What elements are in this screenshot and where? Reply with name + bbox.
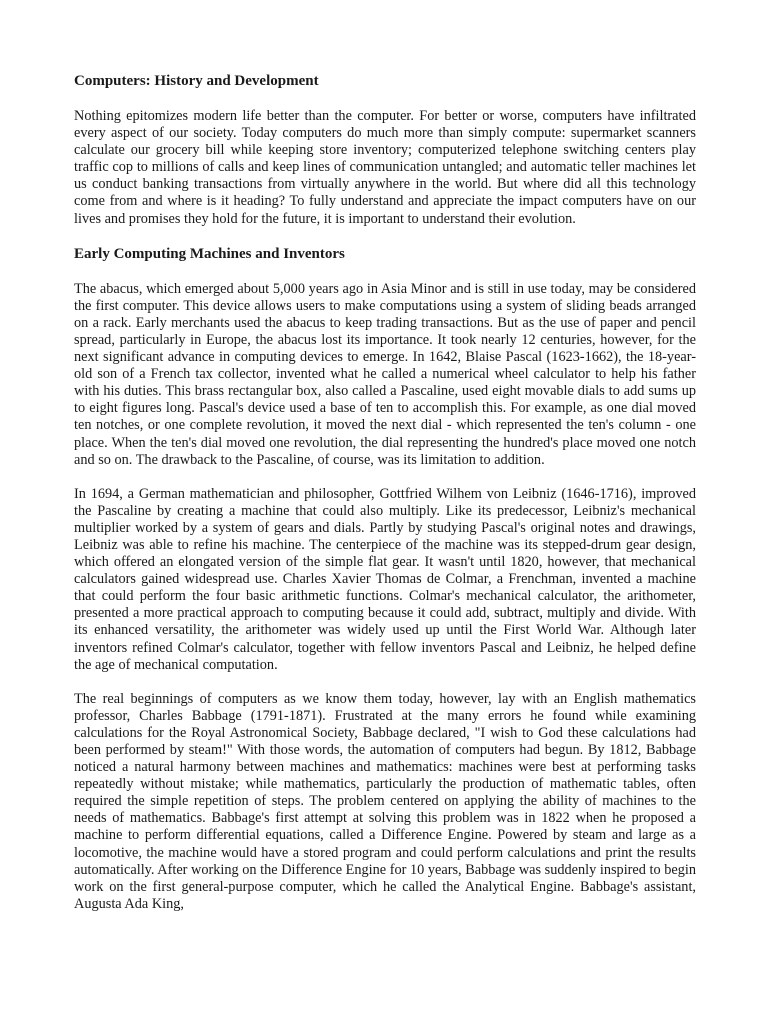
- section-heading: Early Computing Machines and Inventors: [74, 245, 345, 262]
- document-title: Computers: History and Development: [74, 73, 319, 89]
- document-page: [74, 72, 696, 930]
- paragraph-abacus: The abacus, which emerged about 5,000 years ago in Asia Minor and is still in use today, may be considered the first computer. This device allows users to make computations using a system of sliding beads arranged on a rack. Early merchants used the abacus to keep trading transactions. But as the use of paper and pencil spread, particularly in Europe, the abacus lost its importance. It took nearly 12 centuries, however, for the next significant advance in computing devices to emerge. In 1642, Blaise Pascal (1623-1662), the 18-year-old son of a French tax collector, invented what he called a numerical wheel calculator to help his father with his duties. This brass rectangular box, also called a Pascaline, used eight movable dials to add sums up to eight figures long. Pascal's device used a base of ten to accomplish this. For example, as one dial moved ten notches, or one complete revolution, it moved the next dial - which represented the ten's column - one place. When the ten's dial moved one revolution, the dial representing the hundred's place moved one notch and so on. The drawback to the Pascaline, of course, was its limitation to addition.: [74, 280, 696, 468]
- paragraph-babbage: The real beginnings of computers as we know them today, however, lay with an English mathematics professor, Charles Babbage (1791-1871). Frustrated at the many errors he found while examining calculations for the Royal Astronomical Society, Babbage declared, "I wish to God these calculations had been performed by steam!" With those words, the automation of computers had begun. By 1812, Babbage noticed a natural harmony between machines and mathematics: machines were best at performing tasks repeatedly without mistake; while mathematics, particularly the production of mathematic tables, often required the simple repetition of steps. The problem centered on applying the ability of machines to the needs of mathematics. Babbage's first attempt at solving this problem was in 1822 when he proposed a machine to perform differential equations, called a Difference Engine. Powered by steam and large as a locomotive, the machine would have a stored program and could perform calculations and print the results automatically. After working on the Difference Engine for 10 years, Babbage was suddenly inspired to begin work on the first general-purpose computer, which he called the Analytical Engine. Babbage's assistant, Augusta Ada King,: [74, 690, 696, 912]
- intro-paragraph: Nothing epitomizes modern life better than the computer. For better or worse, computers have infiltrated every aspect of our society. Today computers do much more than simply compute: supermarket scanners calculate our grocery bill while keeping store inventory; computerized telephone switching centers play traffic cop to millions of calls and keep lines of communication untangled; and automatic teller machines let us conduct banking transactions from virtually anywhere in the world. But where did all this technology come from and where is it heading? To fully understand and appreciate the impact computers have on our lives and promises they hold for the future, it is important to understand their evolution.: [74, 108, 696, 227]
- paragraph-leibniz: In 1694, a German mathematician and philosopher, Gottfried Wilhem von Leibniz (1646-1716), improved the Pascaline by creating a machine that could also multiply. Like its predecessor, Leibniz's mechanical multiplier worked by a system of gears and dials. Partly by studying Pascal's original notes and drawings, Leibniz was able to refine his machine. The centerpiece of the machine was its stepped-drum gear design, which offered an elongated version of the simple flat gear. It wasn't until 1820, however, that mechanical calculators gained widespread use. Charles Xavier Thomas de Colmar, a Frenchman, invented a machine that could perform the four basic arithmetic functions. Colmar's mechanical calculator, the arithometer, presented a more practical approach to computing because it could add, subtract, multiply and divide. With its enhanced versatility, the arithometer was widely used up until the First World War. Although later inventors refined Colmar's calculator, together with fellow inventors Pascal and Leibniz, he helped define the age of mechanical computation.: [74, 485, 696, 673]
